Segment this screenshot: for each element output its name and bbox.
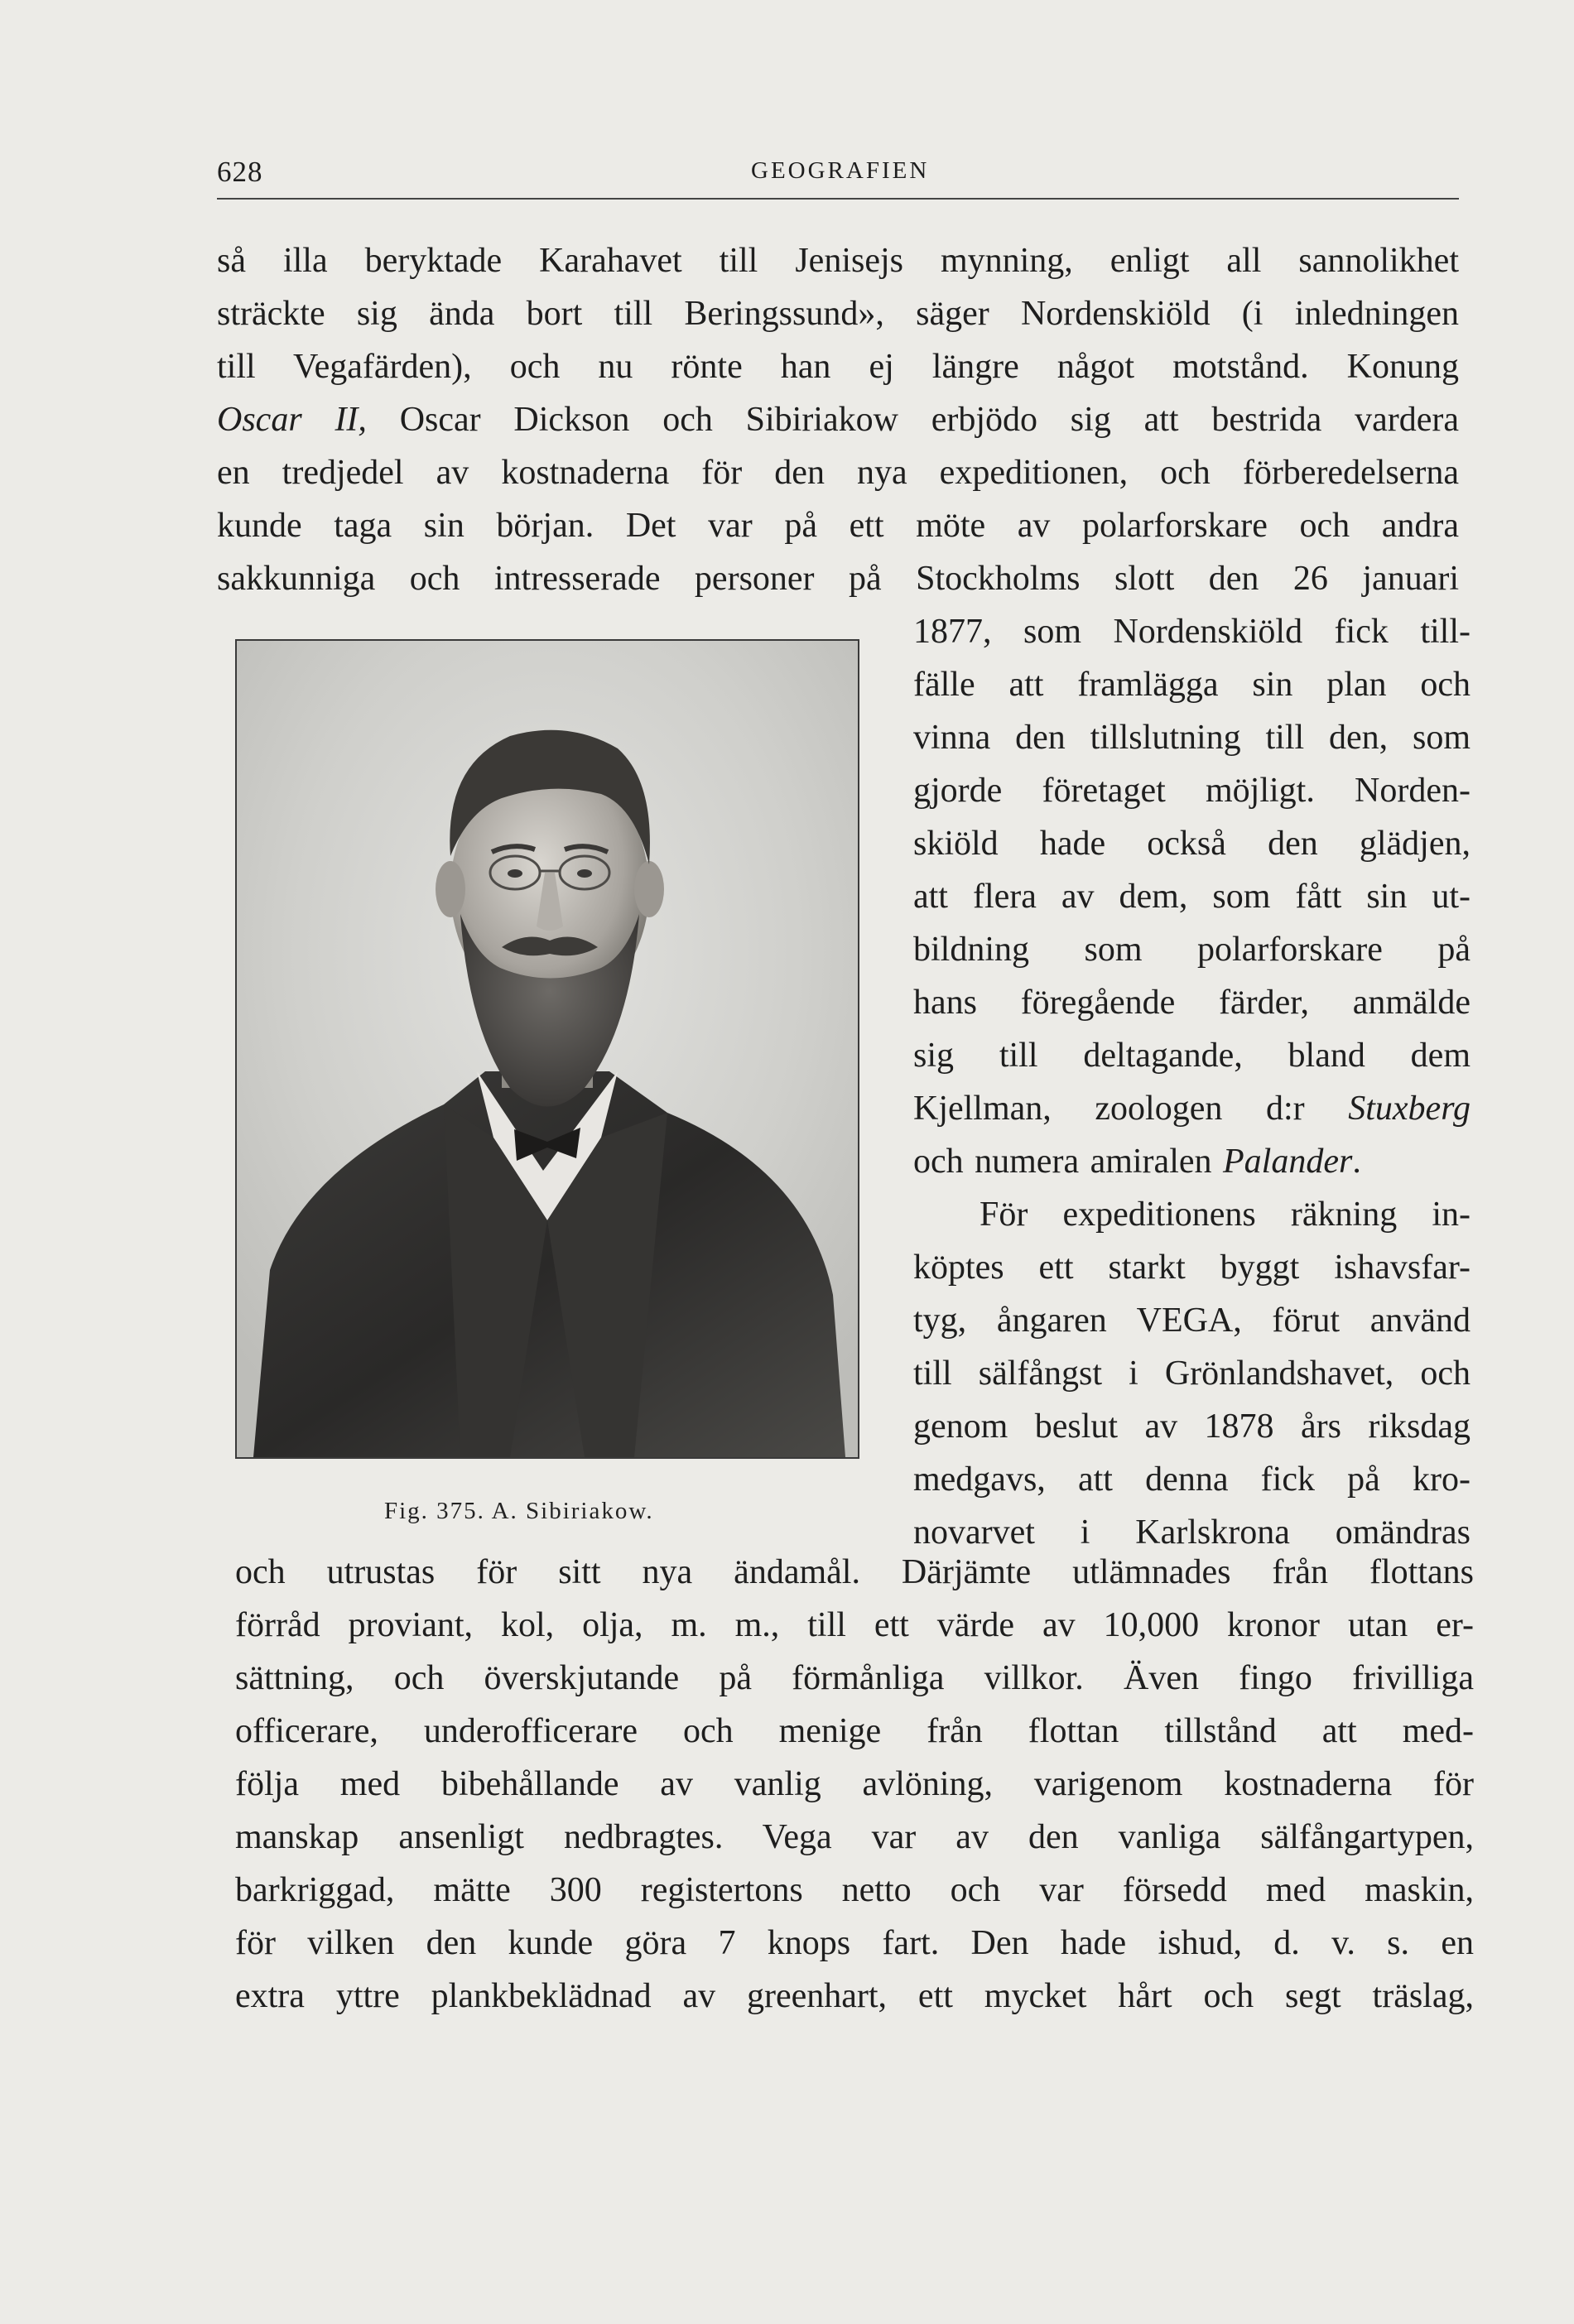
paragraph-side-2 <box>913 1188 1471 1559</box>
italic-name: Oscar II, <box>217 401 367 439</box>
text-line: Oscar Dickson och Sibiriakow erbjödo sig att bestrida vardera <box>399 401 1459 439</box>
text-line: gjorde företaget möjligt. Norden- <box>913 772 1471 810</box>
paragraph-top <box>217 234 1459 605</box>
text-line: Kjellman, zoologen d:r <box>913 1090 1349 1128</box>
italic-name: Stuxberg <box>1348 1090 1471 1128</box>
text-line: köptes ett starkt byggt ishavsfar- <box>913 1249 1471 1287</box>
text-line: en tredjedel av kostnaderna för den nya expeditionen, och förberedelserna <box>217 454 1459 492</box>
text-line: vinna den tillslutning till den, som <box>913 719 1471 757</box>
text-line: för vilken den kunde göra 7 knops fart. Den hade ishud, d. v. s. en <box>235 1924 1474 1962</box>
text-line: förråd proviant, kol, olja, m. m., till ett värde av 10,000 kronor utan er- <box>235 1606 1474 1644</box>
portrait-photo <box>235 639 859 1459</box>
text-line: så illa beryktade Karahavet till Jenisejs mynning, enligt all sannolikhet <box>217 242 1459 280</box>
text-line: bildning som polarforskare på <box>913 931 1471 969</box>
text-line: novarvet i Karlskrona omändras <box>913 1513 1471 1552</box>
text-line: medgavs, att denna fick på kro- <box>913 1460 1471 1499</box>
text-line: följa med bibehållande av vanlig avlöning, varigenom kostnaderna för <box>235 1765 1474 1803</box>
text-line: sig till deltagande, bland dem <box>913 1037 1471 1075</box>
text-line: extra yttre plankbeklädnad av greenhart, ett mycket hårt och segt träslag, <box>235 1977 1474 2015</box>
text-line: . <box>1352 1143 1361 1181</box>
running-title: GEOGRAFIEN <box>751 157 930 184</box>
text-line: officerare, underofficerare och menige från flottan tillstånd att med- <box>235 1712 1474 1750</box>
text-line: och numera amiralen <box>913 1143 1223 1181</box>
text-line: hans föregående färder, anmälde <box>913 984 1471 1022</box>
figure-caption: Fig. 375. A. Sibiriakow. <box>384 1498 654 1524</box>
text-line: barkriggad, mätte 300 registertons netto och var försedd med maskin, <box>235 1871 1474 1909</box>
running-head <box>217 156 1459 195</box>
paragraph-bottom <box>235 1546 1474 2023</box>
text-line: kunde taga sin början. Det var på ett möte av polarforskare och andra <box>217 507 1459 545</box>
text-line: fälle att framlägga sin plan och <box>913 666 1471 704</box>
portrait-figure <box>235 639 859 1524</box>
text-line: till Vegafärden), och nu rönte han ej längre något motstånd. Konung <box>217 348 1459 386</box>
portrait-illustration <box>237 641 858 1457</box>
paragraph-side-1-end <box>913 1135 1471 1188</box>
italic-name: Palander <box>1223 1143 1353 1181</box>
text-line: skiöld hade också den glädjen, <box>913 825 1471 863</box>
paragraph-side-1 <box>913 605 1471 1135</box>
text-line: För expeditionens räkning in- <box>980 1196 1471 1234</box>
text-line: 1877, som Nordenskiöld fick till- <box>913 613 1471 651</box>
text-line: att flera av dem, som fått sin ut- <box>913 878 1471 916</box>
text-line: manskap ansenligt nedbragtes. Vega var av den vanliga sälfångartypen, <box>235 1818 1474 1856</box>
text-line: och utrustas för sitt nya ändamål. Därjämte utlämnades från flottans <box>235 1553 1474 1591</box>
page-number: 628 <box>217 156 263 188</box>
text-line: genom beslut av 1878 års riksdag <box>913 1407 1471 1446</box>
text-line: tyg, ångaren VEGA, förut använd <box>913 1302 1471 1340</box>
text-line: sakkunniga och intresserade personer på Stockholms slott den 26 januari <box>217 560 1459 598</box>
text-line: sträckte sig ända bort till Beringssund», säger Nordenskiöld (i inledningen <box>217 295 1459 333</box>
text-line: sättning, och överskjutande på förmånliga villkor. Även fingo frivilliga <box>235 1659 1474 1697</box>
header-rule <box>217 198 1459 200</box>
text-line: till sälfångst i Grönlandshavet, och <box>913 1354 1471 1393</box>
